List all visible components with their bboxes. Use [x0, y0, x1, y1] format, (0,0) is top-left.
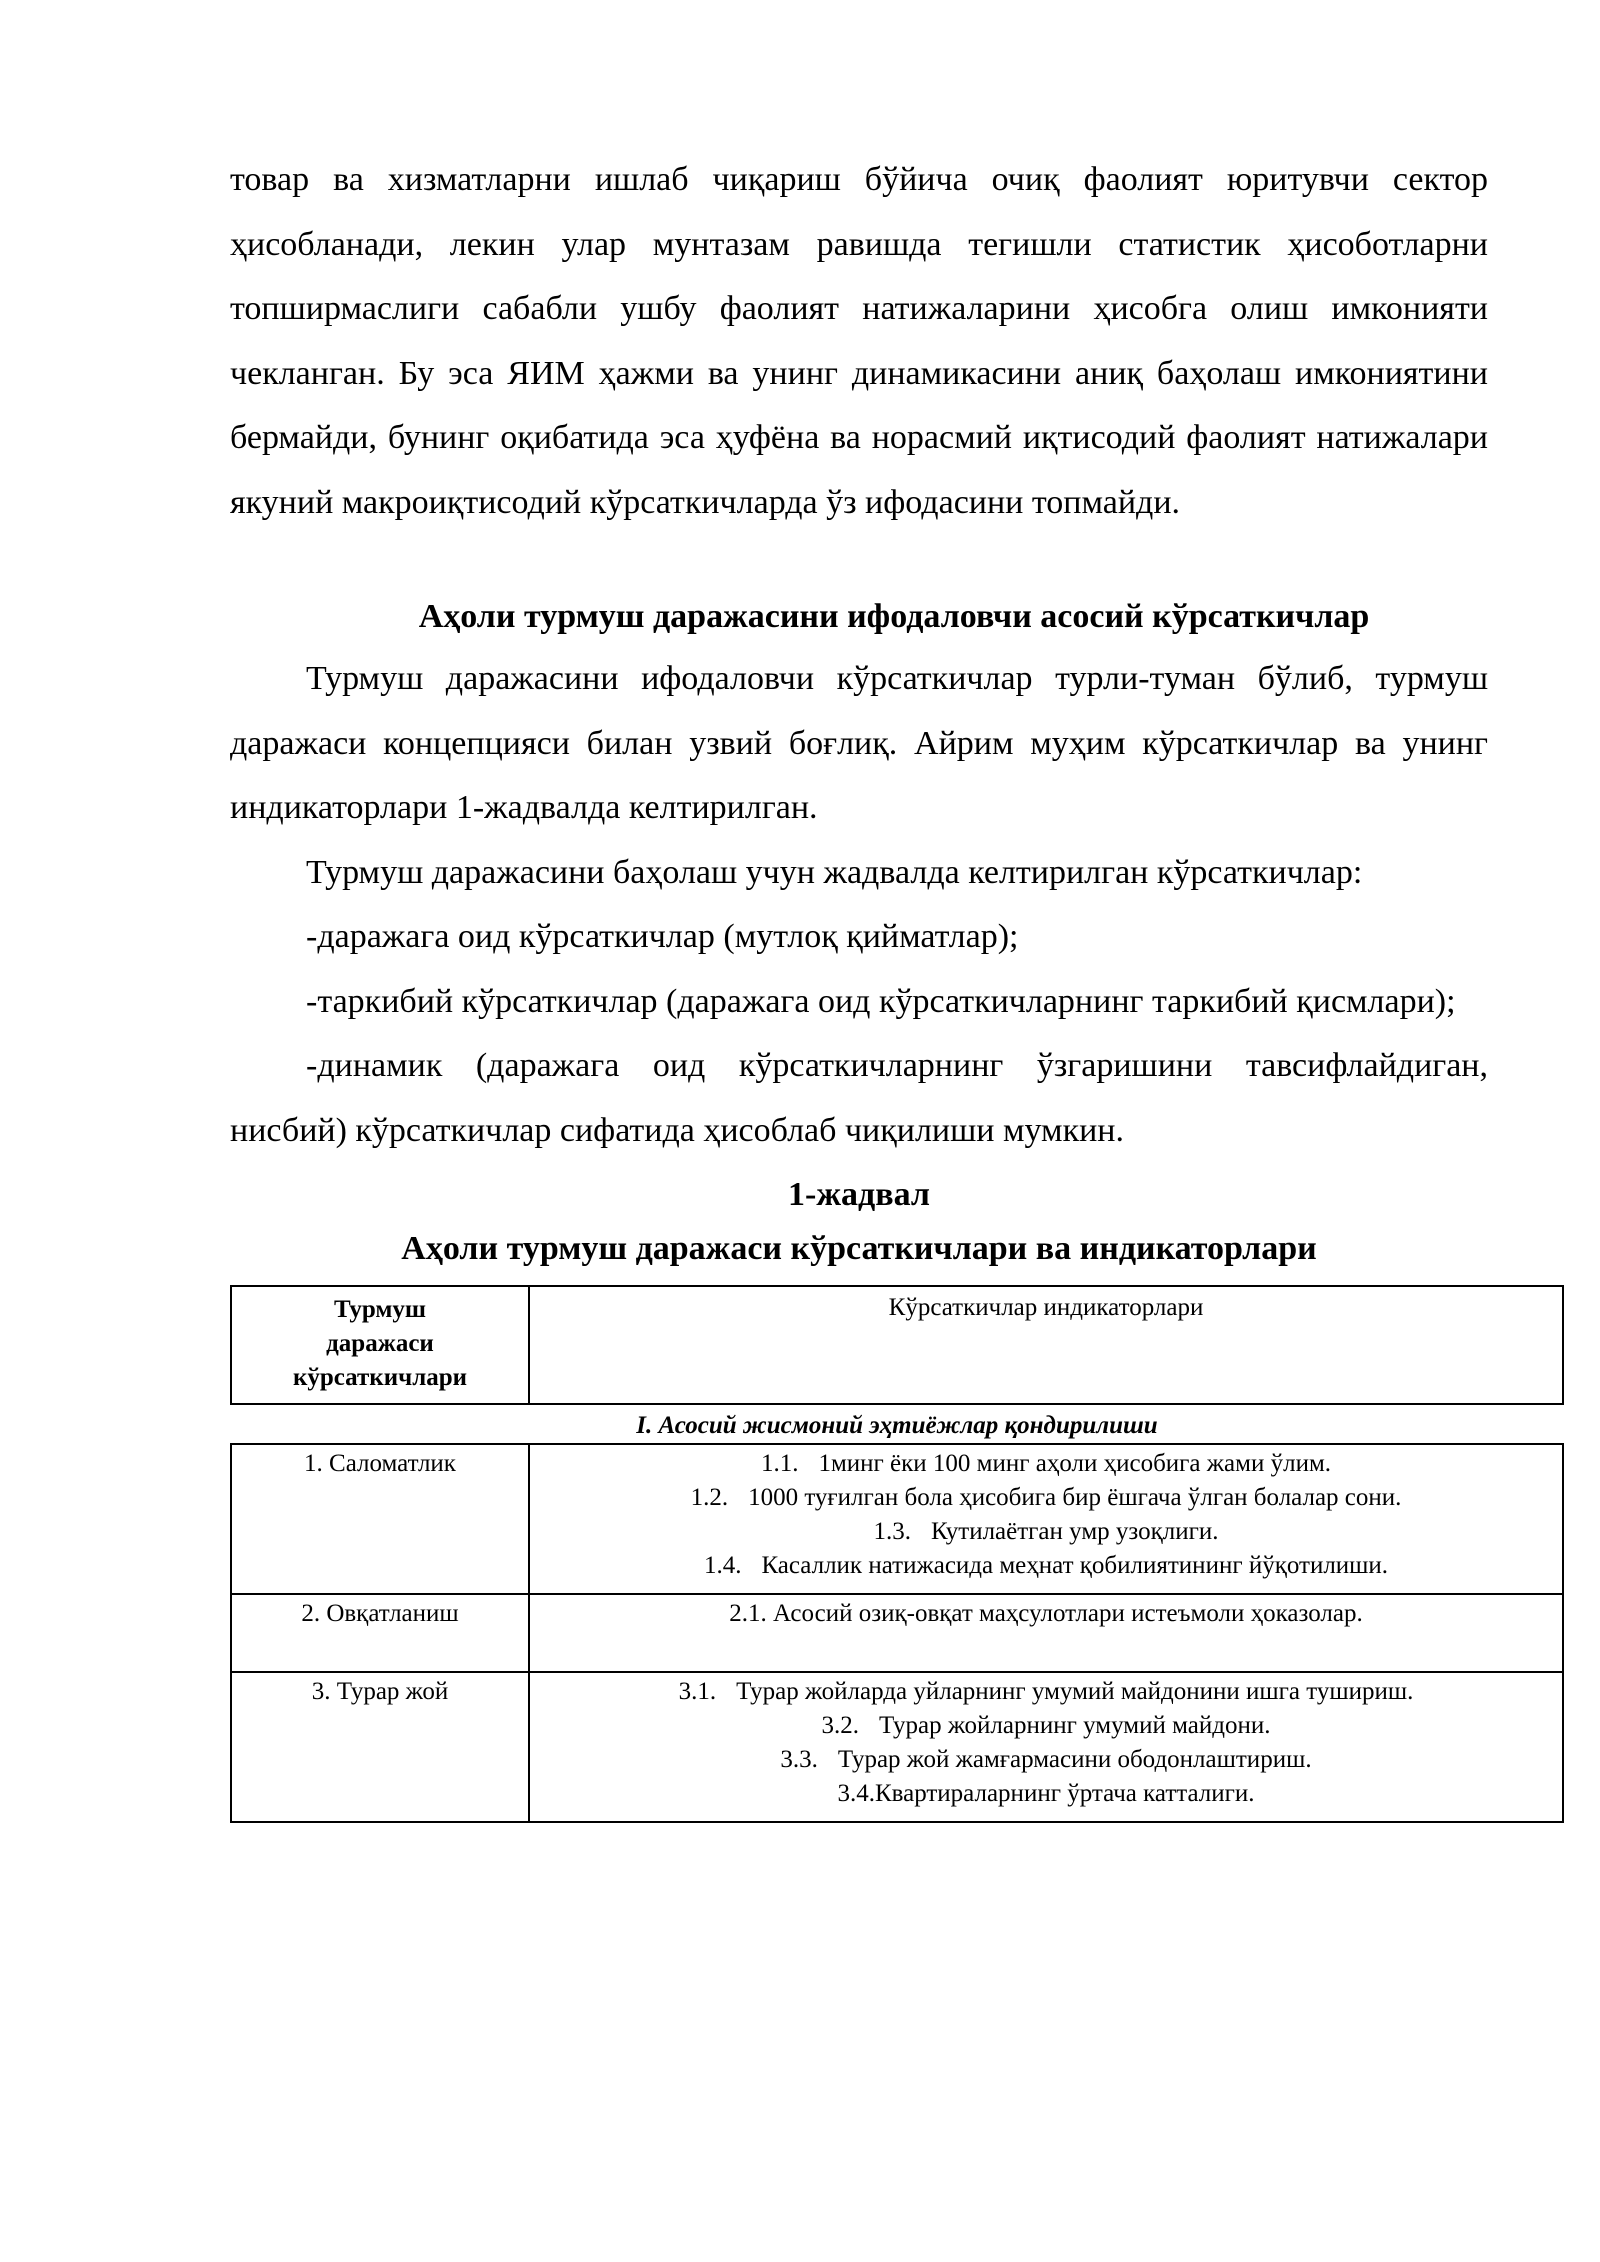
indicator-item: 3.4.Квартираларнинг ўртача катталиги.	[837, 1780, 1255, 1807]
indicator-item: 1.2. 1000 туғилган бола ҳисобига бир ёшгача ўлган болалар сони.	[690, 1484, 1402, 1511]
section-paragraph-2: Турмуш даражасини баҳолаш учун жадвалда келтирилган кўрсаткичлар:	[306, 853, 1363, 891]
indicator-item: 1.1. 1минг ёки 100 минг аҳоли ҳисобига жами ўлим.	[760, 1450, 1332, 1477]
section-paragraph-4: -таркибий кўрсаткичлар (даражага оид кўрсаткичларнинг таркибий қисмлари);	[306, 982, 1456, 1020]
header-col1-line2: даражаси	[326, 1330, 434, 1357]
indicator-cell: 2. Овқатланиш	[231, 1594, 529, 1672]
section-paragraph-3: -даражага оид кўрсаткичлар (мутлоқ қийматлар);	[306, 918, 1019, 955]
table-header-row	[231, 1286, 1563, 1404]
header-indicator-cell	[231, 1286, 529, 1404]
section-paragraph-1: Турмуш даражасини ифодаловчи кўрсаткичлар турли-туман бўлиб, турмуш даражаси концепцияси билан узвий боғлиқ. Айрим муҳим кўрсаткичлар ва унинг индикаторлари 1-жадвалда келтирилган.	[230, 660, 1488, 826]
indicator-item: 3.1. Турар жойларда уйларнинг умумий майдонини ишга тушириш.	[678, 1678, 1414, 1705]
header-indicators-cell: Кўрсаткичлар индикаторлари	[529, 1286, 1563, 1404]
indicator-item: 1.3. Кутилаётган умр узоқлиги.	[873, 1518, 1219, 1545]
indicator-item: 3.2. Турар жойларнинг умумий майдони.	[821, 1712, 1271, 1739]
indicator-item: 1.4. Касаллик натижасида меҳнат қобилиятининг йўқотилиши.	[703, 1552, 1389, 1579]
table-row	[231, 1444, 1563, 1594]
indicator-cell: 3. Турар жой	[231, 1672, 529, 1822]
section-heading: Аҳоли турмуш даражасини ифодаловчи асосий кўрсаткичлар	[418, 598, 1370, 635]
header-col1-line1: Турмуш	[333, 1296, 427, 1323]
indicators-list-cell	[529, 1672, 1563, 1822]
indicators-list-cell	[529, 1594, 1563, 1672]
intro-paragraph: товар ва хизматларни ишлаб чиқариш бўйича очиқ фаолият юритувчи сектор ҳисобланади, лекин улар мунтазам равишда тегишли статистик ҳисоботларни топширмаслиги сабабли ушбу фаолият натижаларини ҳисобга олиш имконияти чекланган. Бу эса ЯИМ ҳажми ва унинг динамикасини аниқ баҳолаш имкониятини бермайди, бунинг оқибатида эса ҳуфёна ва норасмий иқтисодий фаолият натижалари якуний макроиқтисодий кўрсаткичларда ўз ифодасини топмайди.	[230, 161, 1488, 521]
table-row	[231, 1672, 1563, 1822]
table-title: Аҳоли турмуш даражаси кўрсаткичлари ва индикаторлари	[401, 1230, 1317, 1267]
table-section-row	[231, 1404, 1563, 1444]
indicator-item: 2.1. Асосий озиқ-овқат маҳсулотлари истеъмоли ҳоказолар.	[729, 1600, 1363, 1627]
section-paragraph-5: -динамик (даражага оид кўрсаткичларнинг ўзгаришини тавсифлайдиган, нисбий) кўрсаткичлар сифатида ҳисоблаб чиқилиши мумкин.	[230, 1047, 1488, 1149]
indicator-cell: 1. Саломатлик	[231, 1444, 529, 1594]
indicators-list-cell	[529, 1444, 1563, 1594]
document-page	[230, 148, 1488, 1823]
header-col1-line3: кўрсаткичлари	[292, 1364, 468, 1391]
table-row	[231, 1594, 1563, 1672]
table-number-label: 1-жадвал	[788, 1176, 930, 1213]
indicator-item: 3.3. Турар жой жамғармасини ободонлаштириш.	[780, 1746, 1312, 1773]
section-title-cell: I. Асосий жисмоний эҳтиёжлар қондирилиши	[231, 1404, 1563, 1444]
indicators-table	[230, 1285, 1564, 1823]
